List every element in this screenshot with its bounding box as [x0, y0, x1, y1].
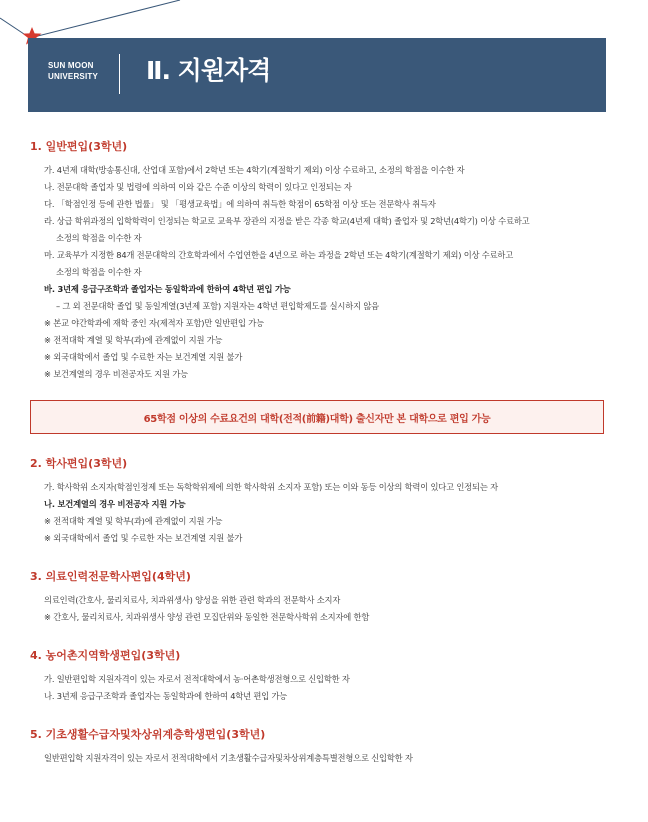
section-items	[30, 479, 610, 547]
list-item: 의료인력(간호사, 물리치료사, 치과위생사) 양성을 위한 관련 학과의 전문학사 소지자	[44, 595, 341, 605]
note-item: ※ 본교 야간학과에 재학 중인 자(제적자 포함)만 일반편입 가능	[44, 318, 264, 328]
header-banner	[28, 38, 606, 112]
note-item: ※ 보건계열의 경우 비전공자도 지원 가능	[44, 369, 188, 379]
list-item: 나. 3년제 응급구조학과 졸업자는 동일학과에 한하여 4학년 편입 가능	[44, 691, 288, 701]
note-item: ※ 외국대학에서 졸업 및 수료한 자는 보건계열 지원 불가	[44, 352, 243, 362]
section-title: 2. 학사편입(3학년)	[30, 457, 128, 470]
list-item-continuation: 소정의 학점을 이수한 자	[56, 267, 142, 277]
section-title: 3. 의료인력전문학사편입(4학년)	[30, 570, 191, 583]
notice-box	[30, 400, 604, 434]
section-low-income-transfer	[30, 728, 610, 767]
list-item: 다. 「학점인정 등에 관한 법률」 및 「평생교육법」에 의하여 취득한 학점이 65학점 이상 또는 전문학사 취득자	[44, 199, 436, 209]
logo-line-2: UNIVERSITY	[48, 72, 99, 81]
list-item: 나. 전문대학 졸업자 및 법령에 의하여 이와 같은 수준 이상의 학력이 있다고 인정되는 자	[44, 182, 352, 192]
logo-line-1: SUN MOON	[48, 61, 94, 70]
list-item: 일반편입학 지원자격이 있는 자로서 전적대학에서 기초생활수급자및차상위계층특별전형으로 신입학한 자	[44, 753, 413, 763]
list-item: 라. 상급 학위과정의 입학학력이 인정되는 학교로 교육부 장관의 지정을 받은 각종 학교(4년제 대학) 졸업자 및 2학년(4학기) 이상 수료하고	[44, 216, 530, 226]
list-item: 가. 4년제 대학(방송통신대, 산업대 포함)에서 2학년 또는 4학기(계절학기 제외) 이상 수료하고, 소정의 학점을 이수한 자	[44, 165, 465, 175]
section-items	[30, 671, 610, 705]
content	[30, 140, 610, 767]
section-rural-transfer	[30, 649, 610, 705]
page-title: Ⅱ. 지원자격	[146, 56, 271, 85]
section-title: 5. 기초생활수급자및차상위계층학생편입(3학년)	[30, 728, 266, 741]
section-title: 4. 농어촌지역학생편입(3학년)	[30, 649, 181, 662]
list-item-continuation: 소정의 학점을 이수한 자	[56, 233, 142, 243]
list-item: 가. 일반편입학 지원자격이 있는 자로서 전적대학에서 농·어촌학생전형으로 신입학한 자	[44, 674, 350, 684]
section-items	[30, 750, 610, 767]
note-item: ※ 전적대학 계열 및 학부(과)에 관계없이 지원 가능	[44, 516, 223, 526]
note-item: ※ 전적대학 계열 및 학부(과)에 관계없이 지원 가능	[44, 335, 223, 345]
notice-text: 65학점 이상의 수료요건의 대학(전적(前籍)대학) 출신자만 본 대학으로 편입 가능	[143, 413, 491, 425]
university-logo	[48, 60, 98, 82]
section-items	[30, 592, 610, 626]
section-items	[30, 162, 610, 383]
note-item: ※ 외국대학에서 졸업 및 수료한 자는 보건계열 지원 불가	[44, 533, 243, 543]
list-item: 마. 교육부가 지정한 84개 전문대학의 간호학과에서 수업연한을 4년으로 하는 과정을 2학년 또는 4학기(계절학기 제외) 이상 수료하고	[44, 250, 514, 260]
list-item: 가. 학사학위 소지자(학점인정제 또는 독학학위제에 의한 학사학위 소지자 포함) 또는 이와 동등 이상의 학력이 있다고 인정되는 자	[44, 482, 498, 492]
section-title: 1. 일반편입(3학년)	[30, 140, 128, 153]
section-general-transfer	[30, 140, 610, 383]
section-bachelor-transfer	[30, 457, 610, 547]
list-item-emphasis: 나. 보건계열의 경우 비전공자 지원 가능	[44, 499, 186, 509]
note-item: ※ 간호사, 물리치료사, 치과위생사 양성 관련 모집단위와 동일한 전문학사학위 소지자에 한함	[44, 612, 370, 622]
list-item-sub: – 그 외 전문대학 졸업 및 동일계열(3년제 포함) 지원자는 4학년 편입학제도를 실시하지 않음	[56, 301, 379, 311]
section-medical-transfer	[30, 570, 610, 626]
list-item-emphasis: 바. 3년제 응급구조학과 졸업자는 동일학과에 한하여 4학년 편입 가능	[44, 284, 291, 294]
header-divider	[119, 54, 120, 94]
